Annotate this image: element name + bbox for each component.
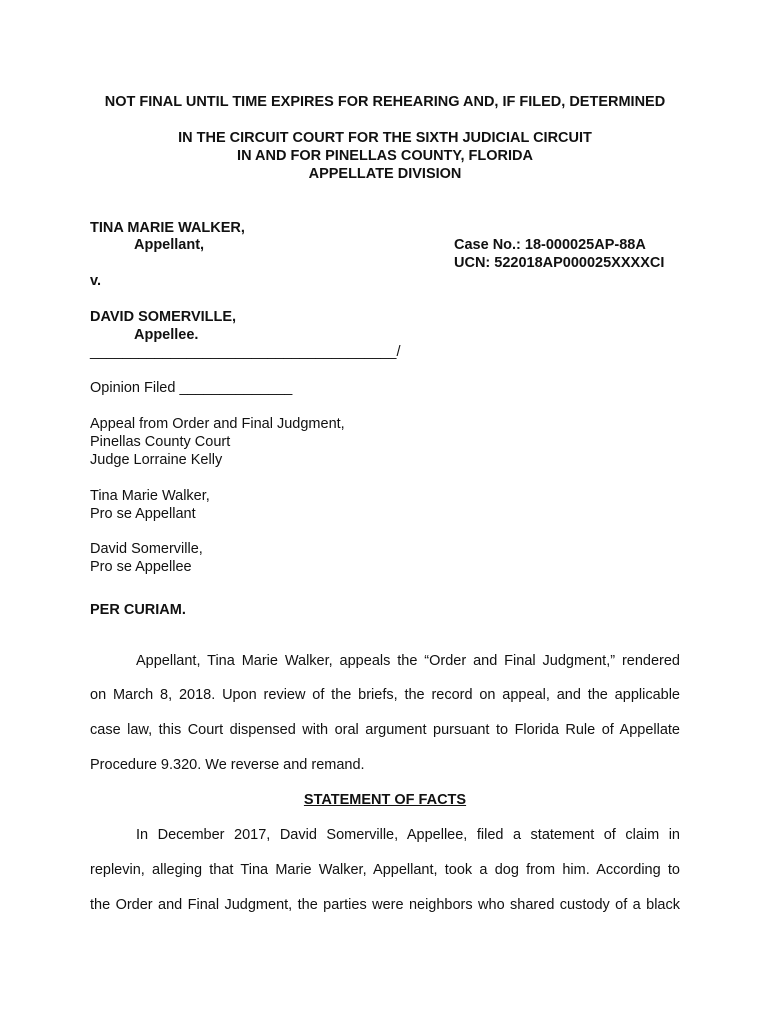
paragraph-2-line-1: In December 2017, David Somerville, Appellee, filed a statement of claim in bbox=[136, 827, 680, 843]
paragraph-1-line-2: on March 8, 2018. Upon review of the briefs, the record on appeal, and the applicable bbox=[90, 687, 680, 703]
opinion-filed: Opinion Filed ______________ bbox=[90, 380, 293, 396]
statement-of-facts-heading: STATEMENT OF FACTS bbox=[303, 792, 467, 808]
appellant-name: TINA MARIE WALKER, bbox=[90, 220, 245, 236]
paragraph-2-line-3: the Order and Final Judgment, the parties were neighbors who shared custody of a black bbox=[90, 897, 680, 913]
appellant-role: Appellant, bbox=[134, 237, 205, 253]
ucn-number: UCN: 522018AP000025XXXXCI bbox=[454, 255, 665, 271]
case-number: Case No.: 18-000025AP-88A bbox=[454, 237, 646, 253]
paragraph-2-line-2: replevin, alleging that Tina Marie Walker, Appellant, took a dog from him. According to bbox=[90, 862, 680, 878]
appellant-counsel-line-2: Pro se Appellant bbox=[90, 506, 196, 522]
court-name-line-2: IN AND FOR PINELLAS COUNTY, FLORIDA bbox=[237, 148, 533, 164]
appeal-from-line-1: Appeal from Order and Final Judgment, bbox=[90, 416, 345, 432]
per-curiam-heading: PER CURIAM. bbox=[90, 602, 186, 618]
paragraph-1-line-1: Appellant, Tina Marie Walker, appeals the “Order and Final Judgment,” rendered bbox=[136, 653, 680, 669]
versus: v. bbox=[90, 273, 102, 289]
rehearing-notice: NOT FINAL UNTIL TIME EXPIRES FOR REHEARING AND, IF FILED, DETERMINED bbox=[104, 94, 666, 110]
appellee-role: Appellee. bbox=[134, 327, 199, 343]
appellee-counsel-line-1: David Somerville, bbox=[90, 541, 203, 557]
appellant-counsel-line-1: Tina Marie Walker, bbox=[90, 488, 210, 504]
caption-rule: ______________________________________/ bbox=[90, 344, 401, 360]
paragraph-1-line-3: case law, this Court dispensed with oral argument pursuant to Florida Rule of Appellate bbox=[90, 722, 680, 738]
appeal-from-line-3: Judge Lorraine Kelly bbox=[90, 452, 223, 468]
paragraph-1-line-4: Procedure 9.320. We reverse and remand. bbox=[90, 757, 365, 773]
appeal-from-line-2: Pinellas County Court bbox=[90, 434, 231, 450]
appellee-counsel-line-2: Pro se Appellee bbox=[90, 559, 192, 575]
appellee-name: DAVID SOMERVILLE, bbox=[90, 309, 237, 325]
court-name-line-1: IN THE CIRCUIT COURT FOR THE SIXTH JUDICIAL CIRCUIT bbox=[178, 130, 592, 146]
court-division: APPELLATE DIVISION bbox=[308, 166, 462, 182]
